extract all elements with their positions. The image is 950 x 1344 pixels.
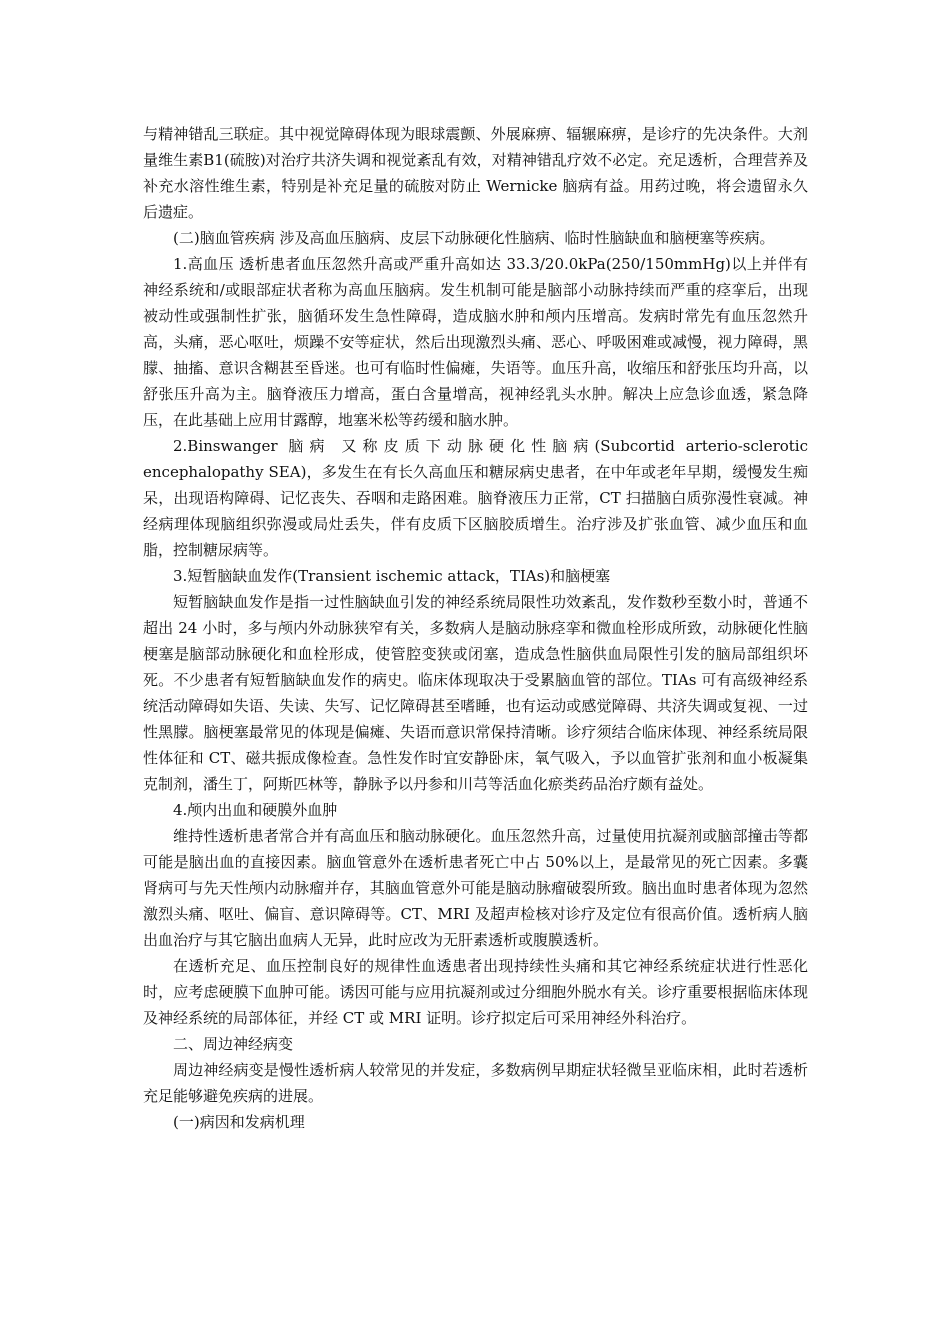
paragraph-4: 2.Binswanger 脑病 又称皮质下动脉硬化性脑病(Subcortid arterio-sclerotic encephalopathy SEA)，多发生在有长久高血压和糖尿病史患者，在中年或老年早期，缓慢发生痴呆，出现语构障碍、记忆丧失、吞咽和走路困难。脑脊液压力正常，CT 扫描脑白质弥漫性衰减。神经病理体现脑组织弥漫或局灶丢失，伴有皮质下区脑胶质增生。治疗涉及扩张血管、减少血压和血脂，控制糖尿病等。 (143, 437, 808, 559)
paragraph-11: 周边神经病变是慢性透析病人较常见的并发症，多数病例早期症状轻微呈亚临床相，此时若透析充足能够避免疾病的进展。 (143, 1061, 808, 1105)
paragraph-9: 在透析充足、血压控制良好的规律性血透患者出现持续性头痛和其它神经系统症状进行性恶化时，应考虑硬膜下血肿可能。诱因可能与应用抗凝剂或过分细胞外脱水有关。诊疗重要根据临床体现及神经系统的局部体征，并经 CT 或 MRI 证明。诊疗拟定后可采用神经外科治疗。 (143, 957, 808, 1027)
paragraph-6: 短暂脑缺血发作是指一过性脑缺血引发的神经系统局限性功效紊乱，发作数秒至数小时，普通不超出 24 小时，多与颅内外动脉狭窄有关，多数病人是脑动脉痉挛和微血栓形成所致，动脉硬化性脑梗塞是脑部动脉硬化和血栓形成，使管腔变狭或闭塞，造成急性脑供血局限性引发的脑局部组织坏死。不少患者有短暂脑缺血发作的病史。临床体现取决于受累脑血管的部位。TIAs 可有高级神经系统活动障碍如失语、失读、失写、记忆障碍甚至嗜睡，也有运动或感觉障碍、共济失调或复视、一过性黑朦。脑梗塞最常见的体现是偏瘫、失语而意识常保持清晰。诊疗须结合临床体现、神经系统局限性体征和 CT、磁共振成像检查。急性发作时宜安静卧床，氧气吸入，予以血管扩张剂和血小板凝集克制剂，潘生丁，阿斯匹林等，静脉予以丹参和川芎等活血化瘀类药品治疗颇有益处。 (143, 593, 808, 793)
document-body (143, 121, 808, 1135)
paragraph-2: (二)脑血管疾病 涉及高血压脑病、皮层下动脉硬化性脑病、临时性脑缺血和脑梗塞等疾病。 (173, 229, 775, 247)
paragraph-12: (一)病因和发病机理 (173, 1113, 305, 1131)
paragraph-7: 4.颅内出血和硬膜外血肿 (173, 801, 338, 819)
paragraph-3: 1.高血压 透析患者血压忽然升高或严重升高如达 33.3/20.0kPa(250/150mmHg)以上并伴有神经系统和/或眼部症状者称为高血压脑病。发生机制可能是脑部小动脉持续而严重的痉挛后，出现被动性或强制性扩张，脑循环发生急性障碍，造成脑水肿和颅内压增高。发病时常先有血压忽然升高，头痛，恶心呕吐，烦躁不安等症状，然后出现激烈头痛、恶心、呼吸困难或减慢，视力障碍，黑朦、抽搐、意识含糊甚至昏迷。也可有临时性偏瘫，失语等。血压升高，收缩压和舒张压均升高，以舒张压升高为主。脑脊液压力增高，蛋白含量增高，视神经乳头水肿。解决上应急诊血透，紧急降压，在此基础上应用甘露醇，地塞米松等药缓和脑水肿。 (143, 255, 808, 429)
paragraph-8: 维持性透析患者常合并有高血压和脑动脉硬化。血压忽然升高，过量使用抗凝剂或脑部撞击等都可能是脑出血的直接因素。脑血管意外在透析患者死亡中占 50%以上，是最常见的死亡因素。多囊肾病可与先天性颅内动脉瘤并存，其脑血管意外可能是脑动脉瘤破裂所致。脑出血时患者体现为忽然激烈头痛、呕吐、偏盲、意识障碍等。CT、MRI 及超声检核对诊疗及定位有很高价值。透析病人脑出血治疗与其它脑出血病人无异，此时应改为无肝素透析或腹膜透析。 (143, 827, 808, 949)
paragraph-5: 3.短暂脑缺血发作(Transient ischemic attack，TIAs)和脑梗塞 (173, 567, 611, 585)
paragraph-10: 二、周边神经病变 (173, 1035, 294, 1053)
paragraph-1: 与精神错乱三联症。其中视觉障碍体现为眼球震颤、外展麻痹、辐辗麻痹，是诊疗的先决条件。大剂量维生素B1(硫胺)对治疗共济失调和视觉紊乱有效，对精神错乱疗效不必定。充足透析，合理营养及补充水溶性维生素，特别是补充足量的硫胺对防止 Wernicke 脑病有益。用药过晚，将会遗留永久后遗症。 (143, 125, 808, 221)
